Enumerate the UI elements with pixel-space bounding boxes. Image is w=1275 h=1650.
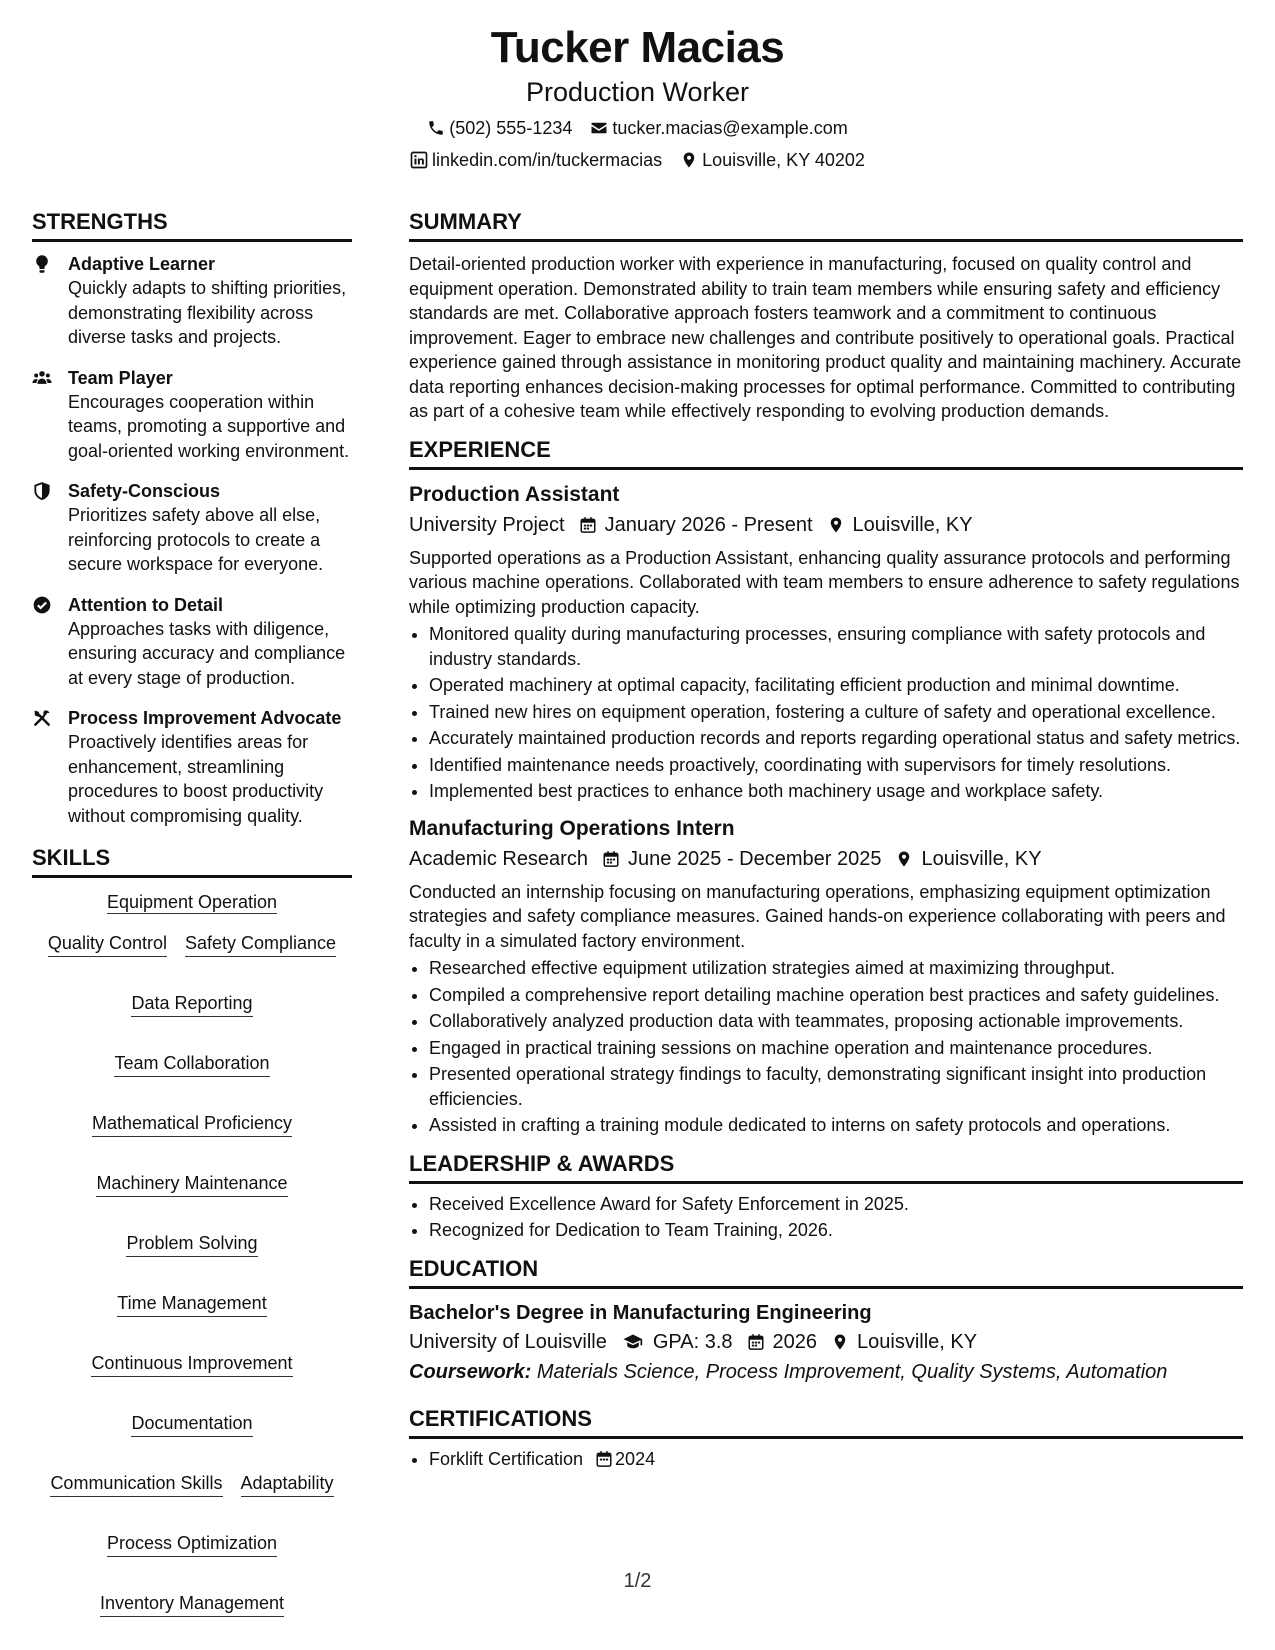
strength-desc: Proactively identifies areas for enhancement, streamlining procedures to boost productivity without compromising quality. bbox=[68, 732, 324, 826]
skill-tag: Adaptability bbox=[241, 1471, 334, 1497]
location-text: Louisville, KY 40202 bbox=[702, 150, 865, 170]
job-bullet: • Operated machinery at optimal capacity, facilitating efficient production and minimal downtime. bbox=[429, 673, 1243, 698]
skill-tag: Inventory Management bbox=[100, 1591, 284, 1617]
job-bullets bbox=[409, 622, 1243, 804]
job-bullet: • Accurately maintained production records and reports regarding operational status and safety metrics. bbox=[429, 726, 1243, 751]
resume-header bbox=[0, 0, 1275, 172]
skill-tag: Machinery Maintenance bbox=[96, 1171, 287, 1197]
job-entry bbox=[409, 480, 1243, 804]
linkedin-text: linkedin.com/in/tuckermacias bbox=[432, 150, 663, 170]
map-pin-icon bbox=[827, 516, 845, 534]
skill-tag: Time Management bbox=[117, 1291, 266, 1317]
job-title: Production Assistant bbox=[409, 482, 620, 506]
job-headline: Production Worker bbox=[525, 77, 750, 107]
map-pin-icon bbox=[895, 850, 913, 868]
strength-title: Safety-Conscious bbox=[68, 481, 221, 501]
coursework-line bbox=[409, 1357, 1243, 1387]
graduation-year: 2026 bbox=[772, 1330, 818, 1353]
job-title: Manufacturing Operations Intern bbox=[409, 816, 735, 840]
phone-text: (502) 555-1234 bbox=[449, 118, 573, 138]
check-circle-icon bbox=[32, 595, 52, 615]
skill-tag: Mathematical Proficiency bbox=[92, 1111, 292, 1137]
skills-section bbox=[32, 844, 352, 1617]
job-org: Academic Research bbox=[409, 847, 588, 870]
users-icon bbox=[32, 368, 52, 388]
job-meta bbox=[409, 844, 1243, 874]
education-heading: EDUCATION bbox=[409, 1255, 1243, 1289]
phone-icon bbox=[427, 119, 445, 137]
job-description: Supported operations as a Production Assistant, enhancing quality assurance protocols and performing various machine operations. Collaborated with team members to ensure adherence to safety regulations while optimizing production capacity. bbox=[409, 547, 1240, 617]
coursework-text: Materials Science, Process Improvement, Quality Systems, Automation bbox=[536, 1360, 1168, 1383]
envelope-icon bbox=[590, 119, 608, 137]
job-org: University Project bbox=[409, 513, 565, 536]
page-number: 1/2 bbox=[623, 1570, 652, 1592]
leadership-item: • Recognized for Dedication to Team Training, 2026. bbox=[429, 1218, 1243, 1243]
certification-item bbox=[429, 1447, 1243, 1472]
skills-heading: SKILLS bbox=[32, 844, 352, 878]
skill-tag: Data Reporting bbox=[131, 991, 252, 1017]
map-pin-icon bbox=[831, 1333, 849, 1351]
strength-item bbox=[32, 366, 352, 464]
job-bullet: • Collaboratively analyzed production data with teammates, proposing actionable improvements. bbox=[429, 1009, 1243, 1034]
skill-tag: Equipment Operation bbox=[106, 892, 278, 912]
job-dates: January 2026 - Present bbox=[604, 513, 813, 536]
strength-title: Adaptive Learner bbox=[68, 254, 216, 274]
job-location: Louisville, KY bbox=[921, 847, 1042, 870]
job-bullet: • Engaged in practical training sessions on machine operation and maintenance procedures. bbox=[429, 1036, 1243, 1061]
email-text: tucker.macias@example.com bbox=[612, 118, 848, 138]
strength-desc: Prioritizes safety above all else, reinforcing protocols to create a secure workspace for everyone. bbox=[68, 505, 324, 574]
job-entry bbox=[409, 814, 1243, 1138]
experience-heading: EXPERIENCE bbox=[409, 436, 1243, 470]
certification-year: 2024 bbox=[615, 1448, 656, 1469]
job-bullet: • Implemented best practices to enhance both machinery usage and workplace safety. bbox=[429, 779, 1243, 804]
gpa-text: GPA: 3.8 bbox=[652, 1330, 733, 1353]
job-description: Conducted an internship focusing on manufacturing operations, emphasizing equipment optimization strategies and safety compliance measures. Gained hands-on experience collaborating with peers and faculty in a simulated factory environment. bbox=[409, 881, 1226, 951]
education-section bbox=[409, 1255, 1243, 1387]
skill-tag: Continuous Improvement bbox=[91, 1351, 292, 1377]
certifications-heading: CERTIFICATIONS bbox=[409, 1405, 1243, 1439]
strength-item bbox=[32, 252, 352, 350]
job-dates: June 2025 - December 2025 bbox=[627, 847, 882, 870]
leadership-item: • Received Excellence Award for Safety Enforcement in 2025. bbox=[429, 1192, 1243, 1217]
email-contact[interactable] bbox=[590, 116, 847, 140]
calendar-icon bbox=[747, 1333, 765, 1351]
skill-tag: Process Optimization bbox=[107, 1531, 277, 1557]
strength-desc: Approaches tasks with diligence, ensuring accuracy and compliance at every stage of production. bbox=[68, 618, 346, 688]
strengths-heading: STRENGTHS bbox=[32, 208, 352, 242]
contact-row-2 bbox=[0, 148, 1275, 172]
school-name: University of Louisville bbox=[409, 1330, 607, 1353]
skill-tag: Safety Compliance bbox=[185, 931, 336, 957]
linkedin-contact[interactable] bbox=[410, 148, 662, 172]
strength-title: Attention to Detail bbox=[68, 594, 223, 615]
summary-text: Detail-oriented production worker with experience in manufacturing, focused on quality control and equipment operation. Demonstrated ability to train team members while ensuring safety and efficiency standards are met. Collaborative approach fosters teamwork and a commitment to continuous improvement. Eager to embrace new challenges and contribute positively to operational goals. Practical experience gained through assistance in monitoring product quality and maintaining machinery. Accurate data reporting enhances decision-making processes for optimal performance. Committed to contributing as part of a cohesive team while effectively responding to evolving production demands. bbox=[409, 254, 1242, 421]
skill-tag: Team Collaboration bbox=[114, 1051, 269, 1077]
degree-title: Bachelor's Degree in Manufacturing Engineering bbox=[409, 1301, 872, 1324]
job-meta bbox=[409, 510, 1243, 540]
calendar-icon bbox=[602, 850, 620, 868]
job-bullet: • Trained new hires on equipment operation, fostering a culture of safety and operational excellence. bbox=[429, 700, 1243, 725]
strength-title: Team Player bbox=[68, 367, 173, 388]
job-bullet: • Assisted in crafting a training module dedicated to interns on safety protocols and operations. bbox=[429, 1113, 1243, 1138]
leadership-list bbox=[409, 1192, 1243, 1243]
certification-name: • Forklift Certification bbox=[429, 1448, 584, 1469]
map-pin-icon bbox=[680, 151, 698, 169]
summary-section bbox=[409, 208, 1243, 424]
candidate-name: Tucker Macias bbox=[490, 23, 785, 72]
lightbulb-icon bbox=[32, 254, 52, 274]
experience-section bbox=[409, 436, 1243, 1138]
education-location: Louisville, KY bbox=[857, 1330, 978, 1353]
strength-item bbox=[32, 706, 352, 828]
skill-tag: Communication Skills bbox=[50, 1471, 222, 1497]
strength-desc: Encourages cooperation within teams, promoting a supportive and goal-oriented working environment. bbox=[68, 391, 350, 461]
strength-title: Process Improvement Advocate bbox=[68, 708, 342, 728]
strengths-section bbox=[32, 208, 352, 828]
job-bullet: • Monitored quality during manufacturing processes, ensuring compliance with safety protocols and industry standards. bbox=[429, 622, 1243, 671]
job-bullet: • Identified maintenance needs proactively, coordinating with supervisors for timely resolutions. bbox=[429, 753, 1243, 778]
contact-row-1 bbox=[0, 116, 1275, 140]
certifications-list bbox=[409, 1447, 1243, 1472]
leadership-heading: LEADERSHIP & AWARDS bbox=[409, 1150, 1243, 1184]
skill-tag: Problem Solving bbox=[126, 1231, 257, 1257]
location-contact bbox=[680, 148, 865, 172]
leadership-section bbox=[409, 1150, 1243, 1243]
strength-desc: Quickly adapts to shifting priorities, demonstrating flexibility across diverse tasks and projects. bbox=[68, 278, 347, 347]
education-meta bbox=[409, 1327, 1243, 1357]
right-column bbox=[409, 208, 1243, 1483]
certifications-section bbox=[409, 1405, 1243, 1472]
phone-contact bbox=[427, 116, 572, 140]
linkedin-icon bbox=[410, 151, 428, 169]
strength-item bbox=[32, 593, 352, 691]
coursework-label: Coursework: bbox=[409, 1360, 532, 1383]
skill-tag: Quality Control bbox=[48, 931, 167, 957]
calendar-icon bbox=[579, 516, 597, 534]
calendar-icon bbox=[595, 1450, 613, 1468]
left-column bbox=[32, 208, 352, 1629]
strength-item bbox=[32, 479, 352, 577]
tools-icon bbox=[32, 708, 52, 728]
job-bullet: • Presented operational strategy findings to faculty, demonstrating significant insight into production efficiencies. bbox=[429, 1062, 1243, 1111]
job-location: Louisville, KY bbox=[852, 513, 973, 536]
graduation-cap-icon bbox=[621, 1332, 645, 1352]
job-bullet: • Researched effective equipment utilization strategies aimed at maximizing throughput. bbox=[429, 956, 1243, 981]
job-bullets bbox=[409, 956, 1243, 1138]
skill-row bbox=[32, 890, 352, 914]
skill-tag: Documentation bbox=[131, 1411, 252, 1437]
job-bullet: • Compiled a comprehensive report detailing machine operation best practices and safety guidelines. bbox=[429, 983, 1243, 1008]
summary-heading: SUMMARY bbox=[409, 208, 1243, 242]
skills-list bbox=[32, 888, 352, 1617]
shield-icon bbox=[32, 481, 52, 501]
